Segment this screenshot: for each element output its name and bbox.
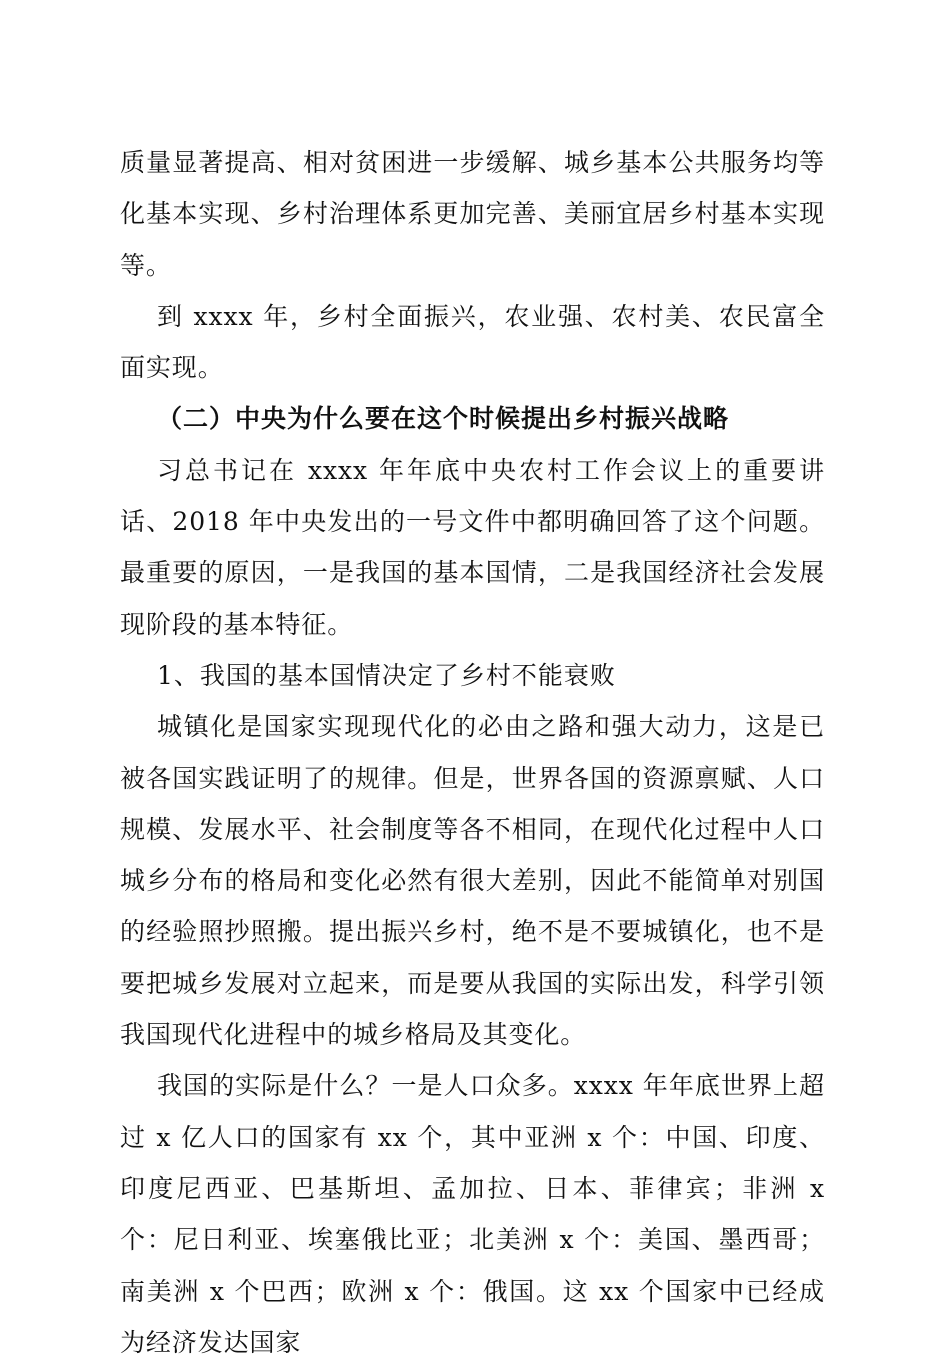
subsection-heading: 1、我国的基本国情决定了乡村不能衰败 [157, 660, 616, 690]
paragraph-target-year: 到 xxxx 年，乡村全面振兴，农业强、农村美、农民富全面实现。 [120, 301, 825, 383]
paragraph-continuation: 质量显著提高、相对贫困进一步缓解、城乡基本公共服务均等化基本实现、乡村治理体系更加完善、美丽宜居乡村基本实现等。 [120, 148, 825, 280]
paragraph-population: 我国的实际是什么？一是人口众多。xxxx 年年底世界上超过 x 亿人口的国家有 xx 个，其中亚洲 x 个：中国、印度、印度尼西亚、巴基斯坦、孟加拉、日本、菲律宾；非洲 x 个：尼日利亚、埃塞俄比亚；北美洲 x 个：美国、墨西哥；南美洲 x 个巴西；欧洲 x 个：俄国。这 xx 个国家中已经成为经济发达国家 [120, 1071, 825, 1357]
section-heading: （二）中央为什么要在这个时候提出乡村振兴战略 [157, 404, 730, 434]
paragraph-reasons: 习总书记在 xxxx 年年底中央农村工作会议上的重要讲话、2018 年中央发出的一号文件中都明确回答了这个问题。最重要的原因，一是我国的基本国情，二是我国经济社会发展现阶段的基本特征。 [120, 455, 825, 639]
document-page [120, 137, 825, 1368]
paragraph-urbanization: 城镇化是国家实现现代化的必由之路和强大动力，这是已被各国实践证明了的规律。但是，世界各国的资源禀赋、人口规模、发展水平、社会制度等各不相同，在现代化过程中人口城乡分布的格局和变化必然有很大差别，因此不能简单对别国的经验照抄照搬。提出振兴乡村，绝不是不要城镇化，也不是要把城乡发展对立起来，而是要从我国的实际出发，科学引领我国现代化进程中的城乡格局及其变化。 [120, 712, 825, 1050]
